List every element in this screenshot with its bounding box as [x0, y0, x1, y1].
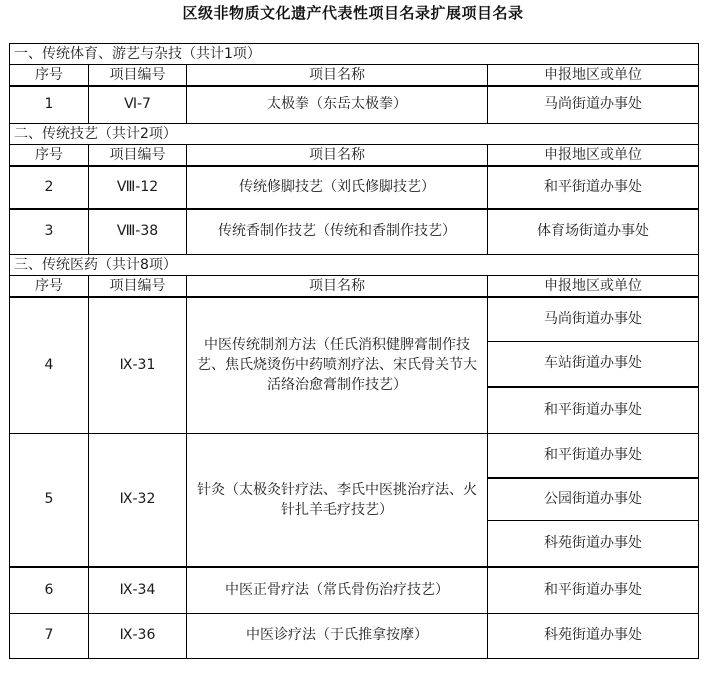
col-header-seq: 序号 [10, 276, 89, 298]
column-header-row [10, 276, 699, 298]
heritage-list-table [9, 43, 699, 659]
cell-unit: 和平街道办事处 [488, 433, 699, 478]
col-header-code: 项目编号 [89, 276, 187, 298]
cell-seq: 3 [10, 209, 89, 255]
cell-name: 中医传统制剂方法（任氏消积健脾膏制作技艺、焦氏烧烫伤中药喷剂疗法、宋氏骨关节大活络治愈膏制作技艺） [187, 297, 488, 433]
cell-unit: 公园街道办事处 [488, 478, 699, 520]
col-header-code: 项目编号 [89, 65, 187, 87]
table-row [10, 433, 699, 478]
cell-name: 中医诊疗法（于氏推拿按摩） [187, 613, 488, 658]
col-header-name: 项目名称 [187, 144, 488, 166]
cell-seq: 5 [10, 433, 89, 567]
table-row [10, 567, 699, 613]
cell-seq: 2 [10, 166, 89, 209]
table-row [10, 297, 699, 341]
cell-code: Ⅸ-31 [89, 297, 187, 433]
table-row [10, 613, 699, 658]
cell-name: 传统香制作技艺（传统和香制作技艺） [187, 209, 488, 255]
col-header-seq: 序号 [10, 65, 89, 87]
section-heading-row [10, 123, 699, 144]
cell-code: Ⅷ-12 [89, 166, 187, 209]
cell-unit: 体育场街道办事处 [488, 209, 699, 255]
table-row [10, 86, 699, 123]
column-header-row [10, 65, 699, 87]
col-header-name: 项目名称 [187, 65, 488, 87]
section-heading-row [10, 44, 699, 65]
cell-code: Ⅵ-7 [89, 86, 187, 123]
col-header-code: 项目编号 [89, 144, 187, 166]
cell-name: 针灸（太极灸针疗法、李氏中医挑治疗法、火针扎羊毛疗技艺） [187, 433, 488, 567]
cell-code: Ⅸ-36 [89, 613, 187, 658]
cell-unit: 和平街道办事处 [488, 387, 699, 433]
cell-unit: 马尚街道办事处 [488, 297, 699, 341]
col-header-unit: 申报地区或单位 [488, 144, 699, 166]
cell-name: 中医正骨疗法（常氏骨伤治疗技艺） [187, 567, 488, 613]
col-header-name: 项目名称 [187, 276, 488, 298]
cell-code: Ⅸ-34 [89, 567, 187, 613]
col-header-unit: 申报地区或单位 [488, 276, 699, 298]
section-heading-row [10, 255, 699, 276]
cell-name: 太极拳（东岳太极拳） [187, 86, 488, 123]
section-heading: 二、传统技艺（共计2项） [10, 123, 699, 144]
cell-unit: 和平街道办事处 [488, 166, 699, 209]
document-title: 区级非物质文化遗产代表性项目名录扩展项目名录 [182, 4, 524, 22]
cell-unit: 和平街道办事处 [488, 567, 699, 613]
table-row [10, 166, 699, 209]
column-header-row [10, 144, 699, 166]
section-heading: 三、传统医药（共计8项） [10, 255, 699, 276]
section-heading: 一、传统体育、游艺与杂技（共计1项） [10, 44, 699, 65]
col-header-seq: 序号 [10, 144, 89, 166]
cell-code: Ⅷ-38 [89, 209, 187, 255]
cell-seq: 6 [10, 567, 89, 613]
cell-unit: 马尚街道办事处 [488, 86, 699, 123]
col-header-unit: 申报地区或单位 [488, 65, 699, 87]
cell-unit: 科苑街道办事处 [488, 520, 699, 567]
table-row [10, 209, 699, 255]
cell-seq: 4 [10, 297, 89, 433]
cell-unit: 车站街道办事处 [488, 341, 699, 387]
cell-name: 传统修脚技艺（刘氏修脚技艺） [187, 166, 488, 209]
cell-unit: 科苑街道办事处 [488, 613, 699, 658]
cell-seq: 1 [10, 86, 89, 123]
cell-code: Ⅸ-32 [89, 433, 187, 567]
cell-seq: 7 [10, 613, 89, 658]
